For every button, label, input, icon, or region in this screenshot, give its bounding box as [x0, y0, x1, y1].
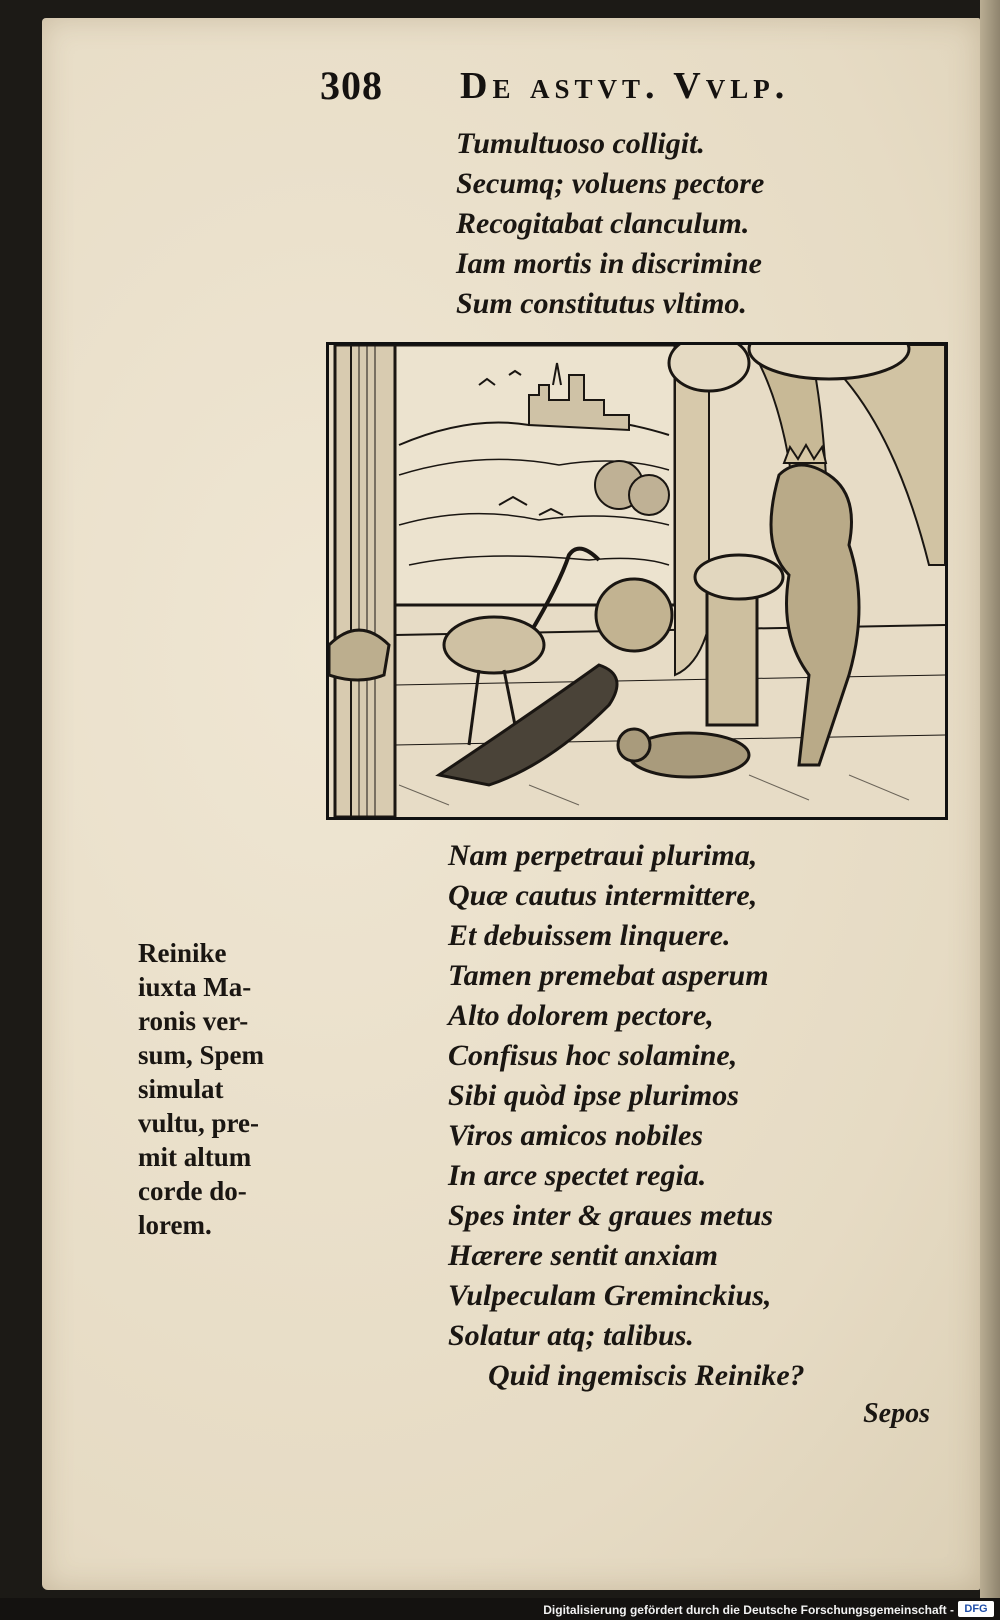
page-header [320, 62, 880, 112]
verse-line: Solatur atq; talibus. [448, 1319, 694, 1352]
verse-line: Recogitabat clanculum. [456, 207, 750, 240]
marginal-note-line: sum, Spem [138, 1040, 265, 1070]
verse-line: Et debuissem linquere. [448, 919, 731, 952]
page-number: 308 [320, 63, 383, 108]
verse-line: In arce spectet regia. [448, 1159, 707, 1192]
verse-block-bottom [448, 836, 805, 1396]
running-title: De astvt. Vvlp. [460, 65, 790, 107]
marginal-note-line: corde do- [138, 1176, 247, 1206]
verse-line: Iam mortis in discrimine [456, 247, 762, 280]
verse-line: Quæ cautus intermittere, [448, 879, 758, 912]
book-edge [980, 0, 1000, 1620]
verse-line: Hærere sentit anxiam [448, 1239, 719, 1272]
verse-line: Confisus hoc solamine, [448, 1039, 738, 1072]
verse-line: Tamen premebat asperum [448, 959, 769, 992]
verse-block-top [456, 124, 764, 324]
verse-line: Viros amicos nobiles [448, 1119, 704, 1152]
marginal-note [138, 936, 308, 1242]
marginal-note-line: simulat [138, 1074, 224, 1104]
verse-line: Secumq; voluens pectore [456, 167, 765, 200]
marginal-note-line: mit altum [138, 1142, 252, 1172]
verse-line: Tumultuoso colligit. [456, 127, 705, 160]
footer-bar [0, 1598, 1000, 1620]
marginal-note-line: vultu, pre- [138, 1108, 260, 1138]
woodcut-scene-image [329, 345, 945, 817]
marginal-note-line: Reinike [138, 938, 227, 968]
woodcut-illustration [326, 342, 948, 820]
marginal-note-line: lorem. [138, 1210, 212, 1240]
marginal-note-line: iuxta Ma- [138, 972, 252, 1002]
dfg-logo: DFG [958, 1601, 994, 1617]
catchword: Sepos [863, 1398, 930, 1429]
verse-line: Sibi quòd ipse plurimos [448, 1079, 739, 1112]
verse-line: Alto dolorem pectore, [448, 999, 714, 1032]
verse-line: Sum constitutus vltimo. [456, 287, 747, 320]
marginal-note-line: ronis ver- [138, 1006, 249, 1036]
verse-line: Vulpeculam Greminckius, [448, 1279, 772, 1312]
digitization-credit: Digitalisierung gefördert durch die Deutsche Forschungsgemeinschaft - [543, 1603, 954, 1617]
verse-line: Nam perpetraui plurima, [448, 839, 758, 872]
verse-line: Spes inter & graues metus [448, 1199, 774, 1232]
verse-line: Quid ingemiscis Reinike? [488, 1359, 805, 1392]
